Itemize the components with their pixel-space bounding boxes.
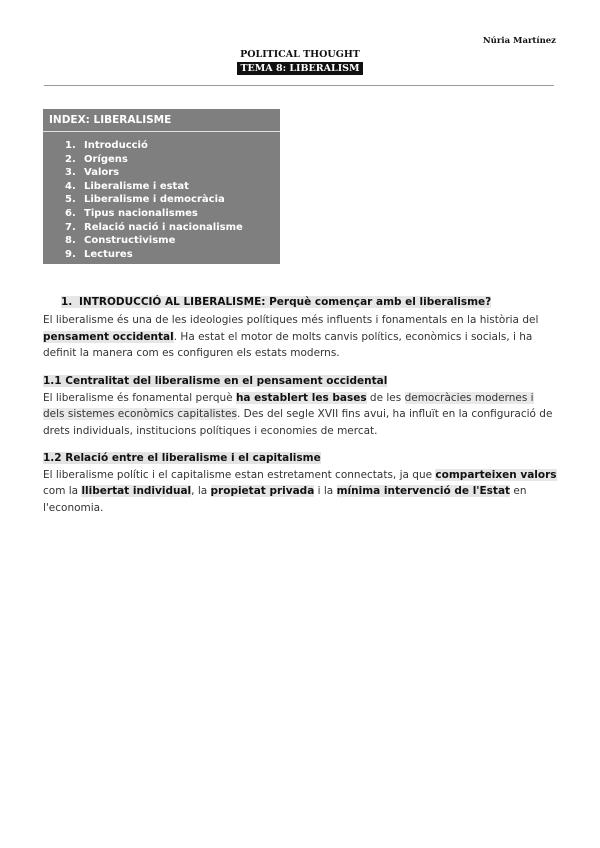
section-1-2-paragraph — [43, 467, 558, 517]
index-item — [65, 193, 280, 207]
section-1-1-heading: 1.1 Centralitat del liberalisme en el pensament occidental — [43, 375, 388, 387]
section-1-1 — [43, 373, 558, 439]
highlight-text: ha establert les bases — [235, 391, 367, 404]
index-list — [43, 132, 280, 261]
index-item-number: 6. — [65, 207, 76, 219]
course-title: POLITICAL THOUGHT — [240, 49, 360, 60]
index-item-label: Liberalisme i democràcia — [84, 194, 225, 206]
text-run: El liberalisme és fonamental perquè — [43, 391, 236, 404]
index-item-number: 5. — [65, 194, 76, 206]
highlight-text: propietat privada — [210, 485, 315, 497]
index-item — [65, 153, 280, 167]
index-item — [65, 234, 280, 248]
topic-title: TEMA 8: LIBERALISM — [237, 62, 362, 75]
text-run: de les — [366, 391, 405, 404]
index-item-number: 8. — [65, 235, 76, 247]
text-run: en l'economia. — [43, 485, 527, 514]
index-item-number: 7. — [65, 221, 76, 233]
text-run: . Ha estat el motor de molts canvis polítics, econòmics i socials, i ha definit la manera com es configuren els estats moderns. — [43, 330, 533, 359]
text-run: El liberalisme polític i el capitalisme estan estretament connectats, ja que — [43, 468, 436, 481]
index-box — [43, 109, 280, 264]
highlight-text: comparteixen valors — [435, 468, 557, 481]
author-name: Núria Martínez — [482, 36, 556, 46]
highlight-text: democràcies modernes i dels sistemes econòmics capitalistes — [43, 391, 534, 420]
index-item-number: 9. — [65, 248, 76, 260]
index-item — [65, 221, 280, 235]
highlight-text: llibertat individual — [81, 485, 192, 497]
section-1-1-paragraph — [43, 390, 558, 440]
index-item — [65, 180, 280, 194]
index-item-number: 1. — [65, 140, 76, 151]
index-item — [65, 248, 280, 262]
section-1-title: INTRODUCCIÓ AL LIBERALISME: Perquè començar amb el liberalisme? — [79, 296, 492, 308]
index-item-label: Orígens — [84, 153, 128, 165]
index-item-label: Tipus nacionalismes — [84, 207, 198, 219]
section-1-2 — [43, 450, 558, 516]
text-run: com la — [43, 485, 82, 497]
index-item-label: Constructivisme — [84, 235, 176, 247]
text-run: i la — [314, 485, 337, 497]
text-run: El liberalisme és una de les ideologies polítiques més influents i fonamentals en la història del — [43, 314, 539, 326]
index-title: INDEX: LIBERALISME — [43, 109, 280, 132]
section-1-heading — [61, 296, 491, 308]
text-run: . Des del segle XVII fins avui, ha influït en la configuració de drets individuals, institucions polítiques i economies de mercat. — [43, 408, 553, 437]
highlight-text: mínima intervenció de l'Estat — [336, 485, 511, 497]
index-item-number: 2. — [65, 153, 76, 165]
index-item-label: Relació nació i nacionalisme — [84, 221, 243, 233]
index-item-label: Lectures — [84, 248, 133, 260]
section-1-body — [43, 312, 558, 362]
index-item-label: Introducció — [84, 140, 148, 151]
index-item — [65, 166, 280, 180]
header-divider — [44, 85, 554, 86]
index-item-label: Liberalisme i estat — [84, 180, 189, 192]
index-item — [65, 139, 280, 153]
highlight-text: pensament occidental — [43, 330, 174, 343]
index-item-number: 3. — [65, 167, 76, 179]
index-item-label: Valors — [84, 167, 120, 179]
section-1-paragraph — [43, 312, 558, 362]
index-item-number: 4. — [65, 180, 76, 192]
section-1-number: 1. — [61, 296, 73, 308]
text-run: , la — [191, 485, 211, 497]
document-title — [0, 48, 600, 76]
index-item — [65, 207, 280, 221]
section-1-2-heading: 1.2 Relació entre el liberalisme i el capitalisme — [43, 452, 321, 464]
